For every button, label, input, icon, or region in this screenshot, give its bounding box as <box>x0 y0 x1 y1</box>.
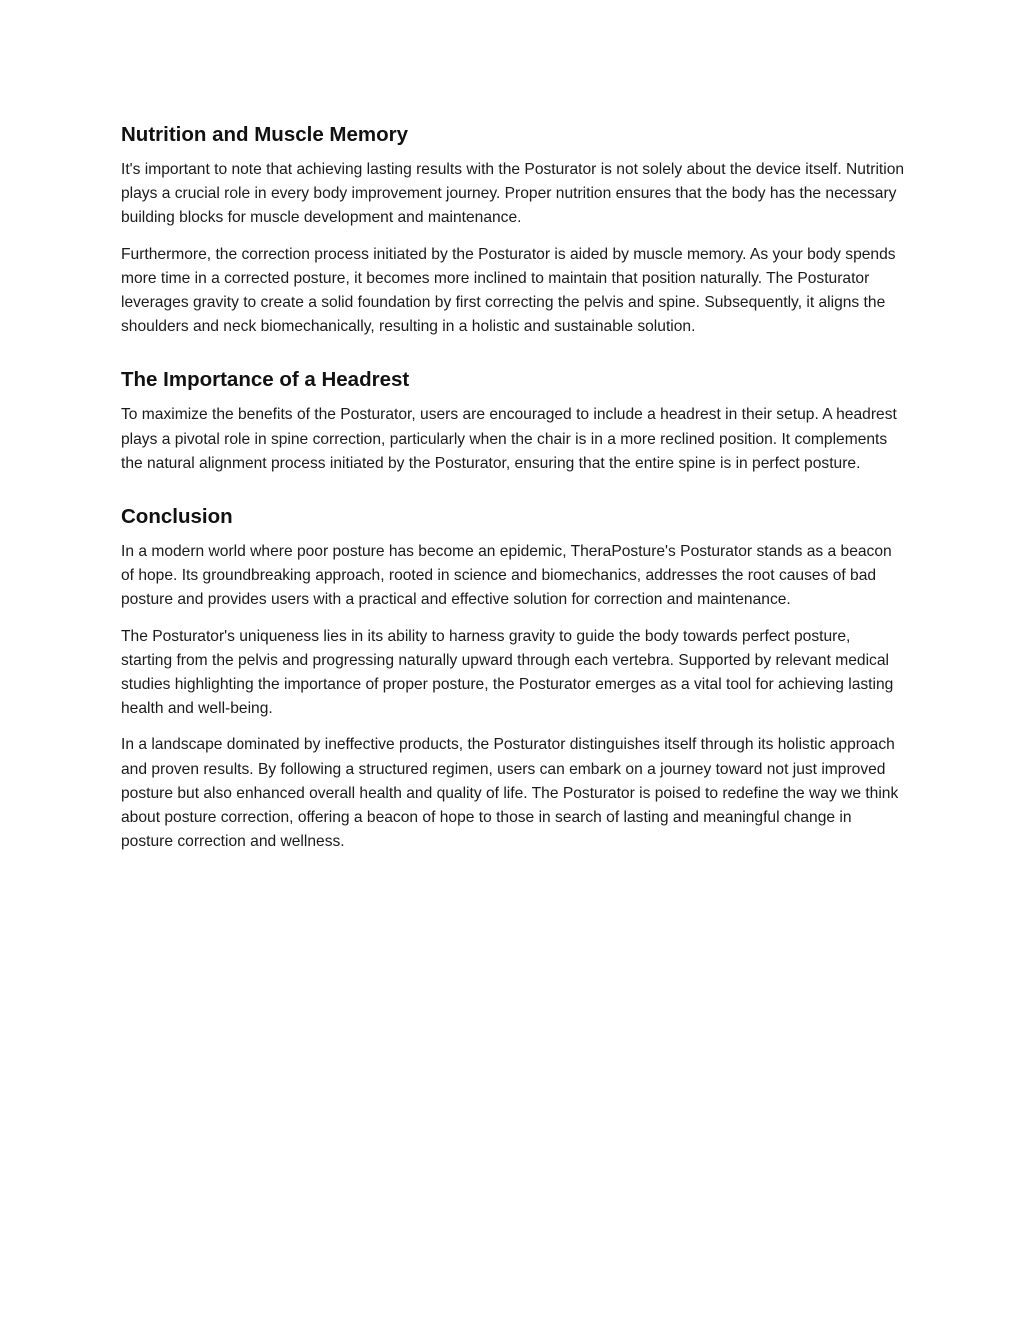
paragraph: It's important to note that achieving lasting results with the Posturator is not solely about the device itself. Nutrition plays a crucial role in every body improvement journey. Proper nutrition ensures that the body has the necessary building blocks for muscle development and maintenance. <box>121 161 905 227</box>
paragraph: Furthermore, the correction process initiated by the Posturator is aided by muscle memory. As your body spends more time in a corrected posture, it becomes more inclined to maintain that position naturally. The Posturator leverages gravity to create a solid foundation by first correcting the pelvis and spine. Subsequently, it aligns the shoulders and neck biomechanically, resulting in a holistic and sustainable solution. <box>121 245 896 336</box>
paragraph: In a modern world where poor posture has become an epidemic, TheraPosture's Posturator stands as a beacon of hope. Its groundbreaking approach, rooted in science and biomechanics, addresses the root causes of bad posture and provides users with a practical and effective solution for correction and maintenance. <box>121 543 892 609</box>
section-heading: The Importance of a Headrest <box>121 368 410 392</box>
paragraph: To maximize the benefits of the Posturator, users are encouraged to include a headrest in their setup. A headrest plays a pivotal role in spine correction, particularly when the chair is in a more reclined position. It complements the natural alignment process initiated by the Posturator, ensuring that the entire spine is in perfect posture. <box>121 406 897 472</box>
document-page <box>121 120 905 866</box>
section-conclusion <box>121 502 905 854</box>
section-heading: Nutrition and Muscle Memory <box>121 123 409 146</box>
paragraph: The Posturator's uniqueness lies in its ability to harness gravity to guide the body towards perfect posture, starting from the pelvis and progressing naturally upward through each vertebra. Supported by relevant medical studies highlighting the importance of proper posture, the Posturator emerges as a vital tool for achieving lasting health and well-being. <box>121 627 894 718</box>
paragraph: In a landscape dominated by ineffective products, the Posturator distinguishes itself through its holistic approach and proven results. By following a structured regimen, users can embark on a journey toward not just improved posture but also enhanced overall health and quality of life. The Posturator is poised to redefine the way we think about posture correction, offering a beacon of hope to those in search of lasting and meaningful change in posture correction and wellness. <box>121 736 899 851</box>
section-nutrition-muscle-memory <box>121 120 905 339</box>
section-heading: Conclusion <box>121 505 233 529</box>
section-importance-of-headrest <box>121 365 905 476</box>
